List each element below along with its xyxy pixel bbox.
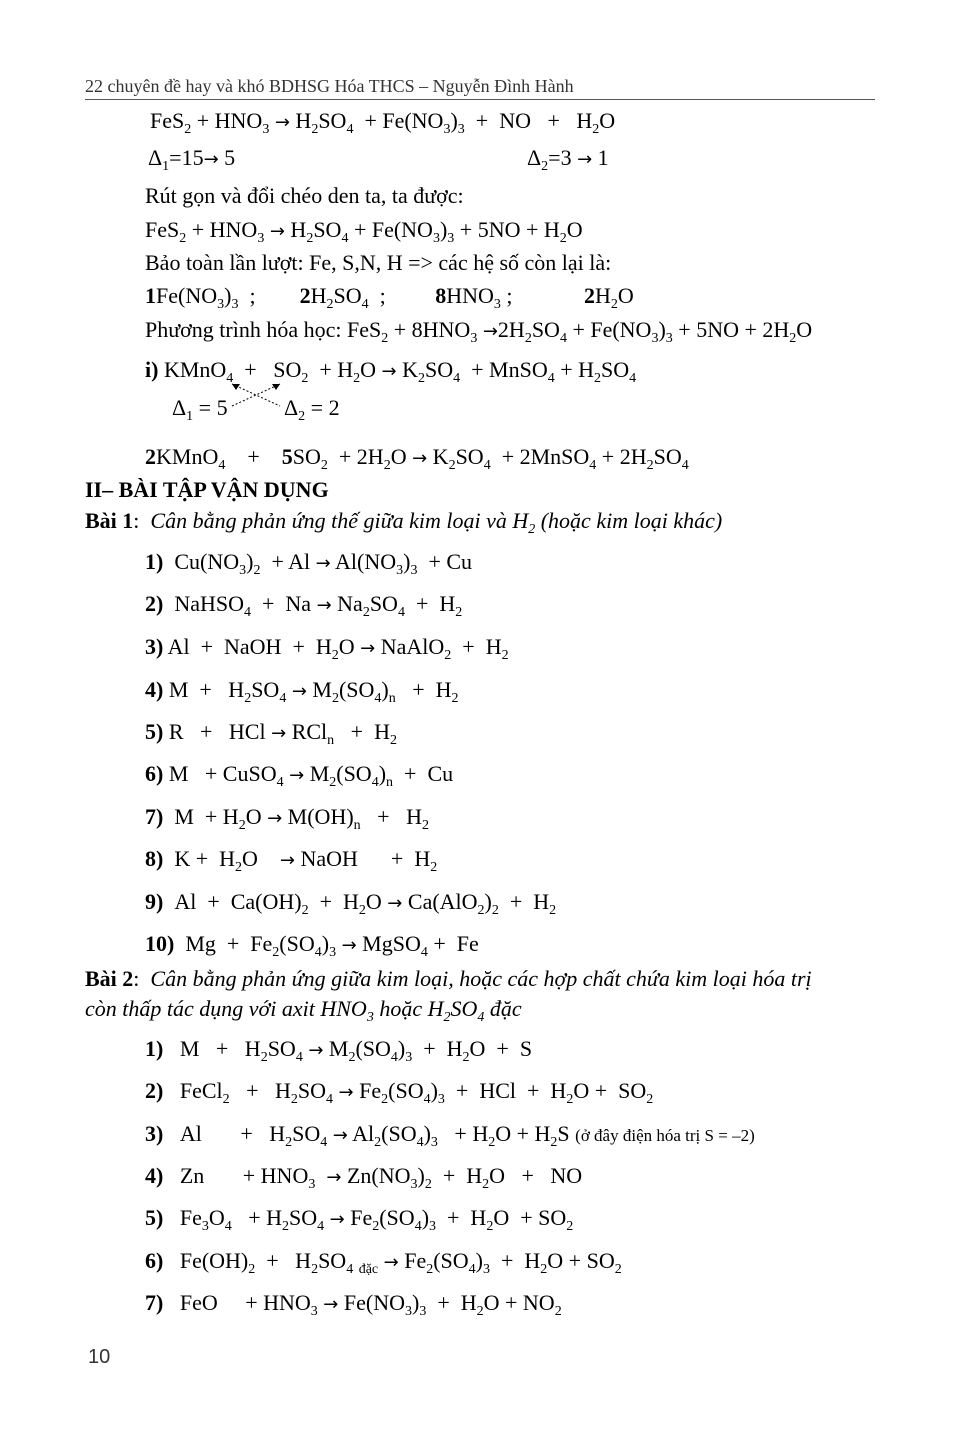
bai2-item-4: 4) Zn + $HNO_3 \to Zn(NO_3)_2 + H_2O$ + NO: [145, 1163, 583, 1192]
bai1-item-10: 10) $Mg + Fe_2(SO_4)_3$ → MgSO$_4$ + Fe: [145, 931, 479, 960]
bai2-item-5: 5) $Fe_3O_4 + H_2SO_4 \to Fe_2(SO_4)_3 + H_2O + SO_2$: [145, 1205, 574, 1234]
i-delta-1-value: = 5: [193, 395, 228, 420]
delta-2-line: $\Delta_2=3 \to 1$: [527, 145, 609, 174]
bai1-item-8: 8) $K + H_2O$ → NaOH + $H_2$: [145, 846, 438, 875]
bai2-title-line1: Cân bằng phản ứng giữa kim loại, hoặc các hợp chất chứa kim loại hóa trị: [150, 966, 812, 991]
rut-gon-text: Rút gọn và đổi chéo den ta, ta được:: [145, 183, 464, 208]
equation-i-balanced: 2KMnO$_4$ + $5SO_2 + 2H_2O \to K_2SO_4$ + 2MnSO$_4$ + $2H_2SO_4$: [145, 444, 689, 473]
bai2-title-b: hoặc H: [373, 996, 444, 1021]
cross-arrows-icon: [228, 378, 288, 410]
i-delta-1: $\Delta_1 = 5$: [172, 395, 228, 424]
coefficients-line: $1Fe(NO_3)_3$ ; $2H_2SO_4$ ; $8HNO_3$ ; $2H_2O$: [145, 283, 634, 312]
bai1-item-5: 5) R + HCl → $RCl_n + H_2$: [145, 719, 397, 748]
bao-toan-text: Bảo toàn lần lượt: Fe, S,N, H => các hệ số còn lại là:: [145, 250, 612, 275]
bai1-item-7: 7) $M + H_2O \to M(OH)_n + H_2$: [145, 804, 429, 833]
equation-i: i) KMnO$_4$ + $SO_2 + H_2O \to K_2SO_4$ + MnSO$_4$ + $H_2SO_4$: [145, 357, 637, 386]
bai1-item-2: 2) NaHSO$_4$ + $Na \to Na_2SO_4 + H_2$: [145, 591, 463, 620]
delta-1-result: 5: [224, 145, 236, 170]
bai1-item-6: 6) M + CuSO$_4$ → $M_2(SO_4)_n + Cu$: [145, 761, 454, 790]
bai1-item-9: 9) $Al + Ca(OH)_2 + H_2O \to Ca(AlO_2)_2 + H_2$: [145, 889, 557, 918]
bai1-item-3: 3) Al + NaOH + $H_2O$ → NaAlO$_2$ + $H_2$: [145, 634, 509, 663]
bai1-title-end: (hoặc kim loại khác): [535, 508, 723, 533]
bai2-item-6: 6) $Fe(OH)_2 + H_2SO_4$ $_{đặc} \to Fe_2(SO_4)_3 + H_2O + SO_2$: [145, 1248, 622, 1277]
bai1-item-1: 1) $Cu(NO_3)_2 + Al \to Al(NO_3)_3 + Cu$: [145, 549, 473, 578]
bai2-title-line2: còn thấp tác dụng với axit $HNO_3$ hoặc $H_2SO_4$ đặc: [85, 996, 522, 1025]
delta-1-line: $\Delta_1=15\to 5$: [148, 145, 236, 174]
page-number: 10: [88, 1346, 111, 1368]
i-delta-2-value: = 2: [305, 395, 340, 420]
delta-2-result: 1: [597, 145, 609, 170]
bai2-title-a: còn thấp tác dụng với axit HNO: [85, 996, 367, 1021]
bai2-item-6-dac: đặc: [358, 1262, 379, 1277]
final-equation-line: Phương trình hóa học: $FeS_2 + 8HNO_3 \to 2H_2SO_4 + Fe(NO_3)_3 + 5NO + 2H_2O$: [145, 317, 813, 346]
item-i-label: i): [145, 357, 164, 382]
bai1-title-sub: 2: [528, 522, 536, 537]
bai1-title: Cân bằng phản ứng thế giữa kim loại và H: [150, 508, 529, 533]
bai2-item-1: 1) $M + H_2SO_4 \to M_2(SO_4)_3 + H_2O + S$: [145, 1036, 533, 1065]
bai1-heading: Bài 1: Cân bằng phản ứng thế giữa kim loại và $H_2$ (hoặc kim loại khác): [85, 508, 723, 537]
equation-fes2-hno3: $FeS_2 + HNO_3 \to H_2SO_4 + Fe(NO_3)_3$ + NO + $H_2O$: [150, 108, 616, 137]
equation-reduced: $FeS_2 + HNO_3 \to H_2SO_4 + Fe(NO_3)_3 + 5NO + H_2O$: [145, 217, 583, 246]
i-delta-2: $\Delta_2 = 2$: [284, 395, 340, 424]
section-title: II– BÀI TẬP VẬN DỤNG: [85, 477, 329, 502]
bai2-item-3-note: (ở đây điện hóa trị S = –2): [575, 1126, 755, 1145]
bai2-heading: Bài 2: Cân bằng phản ứng giữa kim loại, hoặc các hợp chất chứa kim loại hóa trị: [85, 966, 812, 991]
ptpu-label: Phương trình hóa học:: [145, 317, 347, 342]
bai2-item-2: 2) FeCl$_2$ + $H_2SO_4 \to Fe_2(SO_4)_3$ + HCl + $H_2O + SO_2$: [145, 1078, 654, 1107]
running-header: 22 chuyên đề hay và khó BDHSG Hóa THCS – Nguyễn Đình Hành: [85, 75, 875, 100]
bai2-title-d: đặc: [484, 996, 522, 1021]
delta-1-value: =15: [169, 145, 204, 170]
bai2-item-7: 7) FeO + $HNO_3 \to Fe(NO_3)_3 + H_2O + NO_2$: [145, 1290, 562, 1319]
bai1-item-4: 4) $M + H_2SO_4 \to M_2(SO_4)_n + H_2$: [145, 677, 459, 706]
delta-2-value: =3: [548, 145, 572, 170]
bai1-label: Bài 1: [85, 508, 134, 533]
bai2-label: Bài 2: [85, 966, 134, 991]
bai2-item-3: 3) Al + $H_2SO_4 \to Al_2(SO_4)_3 + H_2O + H_2S$ (ở đây điện hóa trị S = –2): [145, 1121, 755, 1150]
bai2-title-c: SO: [450, 996, 478, 1021]
